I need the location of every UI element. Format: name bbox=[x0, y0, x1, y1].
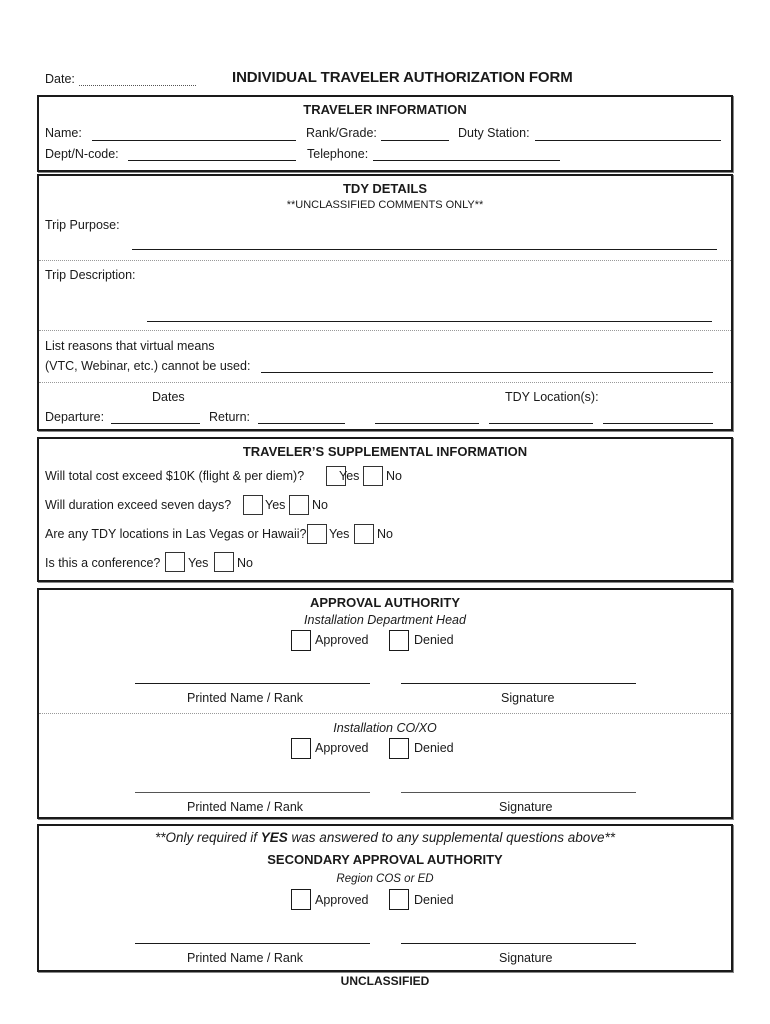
co-xo-approved-checkbox[interactable] bbox=[291, 738, 311, 759]
rank-grade-field[interactable] bbox=[381, 140, 449, 141]
approver-role: Installation Department Head bbox=[304, 613, 466, 627]
question-conference-yes-checkbox[interactable] bbox=[165, 552, 185, 572]
return-field[interactable] bbox=[258, 423, 345, 424]
no-label: No bbox=[377, 527, 393, 541]
question-duration-text: Will duration exceed seven days? bbox=[45, 498, 232, 512]
divider bbox=[39, 713, 731, 714]
secondary-signature-field[interactable] bbox=[401, 943, 636, 944]
departure-label: Departure: bbox=[45, 410, 105, 424]
denied-label: Denied bbox=[414, 893, 454, 907]
dept-head-printed-name-field[interactable] bbox=[135, 683, 370, 684]
co-xo-denied-checkbox[interactable] bbox=[389, 738, 409, 759]
secondary-approved-checkbox[interactable] bbox=[291, 889, 311, 910]
return-label: Return: bbox=[209, 410, 250, 424]
supplemental-information-section bbox=[37, 437, 733, 582]
question-location-no-checkbox[interactable] bbox=[354, 524, 374, 544]
virtual-reasons-label-line1: List reasons that virtual means bbox=[45, 339, 215, 353]
date-label: Date: bbox=[45, 72, 75, 86]
secondary-approval-note bbox=[39, 830, 731, 845]
signature-label: Signature bbox=[499, 800, 553, 814]
telephone-label: Telephone: bbox=[307, 147, 369, 161]
denied-label: Denied bbox=[414, 633, 454, 647]
secondary-printed-name-field[interactable] bbox=[135, 943, 370, 944]
dept-ncode-label: Dept/N-code: bbox=[45, 147, 119, 161]
tdy-locations-label: TDY Location(s): bbox=[505, 390, 599, 404]
rank-grade-label: Rank/Grade: bbox=[306, 126, 377, 140]
telephone-field[interactable] bbox=[373, 160, 560, 161]
no-label: No bbox=[237, 556, 253, 570]
trip-purpose-label: Trip Purpose: bbox=[45, 218, 120, 232]
note-prefix: **Only required if bbox=[154, 830, 261, 845]
divider bbox=[39, 260, 731, 261]
printed-name-label: Printed Name / Rank bbox=[187, 800, 304, 814]
approved-label: Approved bbox=[315, 741, 369, 755]
secondary-approval-heading: SECONDARY APPROVAL AUTHORITY bbox=[267, 852, 503, 867]
question-duration-no-checkbox[interactable] bbox=[289, 495, 309, 515]
classification-footer: UNCLASSIFIED bbox=[340, 974, 430, 988]
approved-label: Approved bbox=[315, 893, 369, 907]
dept-head-approved-checkbox[interactable] bbox=[291, 630, 311, 651]
approval-authority-heading: APPROVAL AUTHORITY bbox=[310, 595, 460, 610]
secondary-denied-checkbox[interactable] bbox=[389, 889, 409, 910]
question-location-yes-checkbox[interactable] bbox=[307, 524, 327, 544]
question-cost-no-checkbox[interactable] bbox=[363, 466, 383, 486]
signature-label: Signature bbox=[501, 691, 555, 705]
yes-label: Yes bbox=[188, 556, 209, 570]
divider bbox=[39, 382, 731, 383]
dates-label: Dates bbox=[152, 390, 185, 404]
yes-label: Yes bbox=[329, 527, 350, 541]
virtual-reasons-label-line2: (VTC, Webinar, etc.) cannot be used: bbox=[45, 359, 251, 373]
signature-label: Signature bbox=[499, 951, 553, 965]
departure-field[interactable] bbox=[111, 423, 200, 424]
no-label: No bbox=[386, 469, 402, 483]
co-xo-signature-field[interactable] bbox=[401, 792, 636, 793]
secondary-approval-section bbox=[37, 824, 733, 972]
virtual-reasons-field[interactable] bbox=[261, 372, 713, 373]
approved-label: Approved bbox=[315, 633, 369, 647]
question-location-text: Are any TDY locations in Las Vegas or Hawaii? bbox=[45, 527, 307, 541]
tdy-details-heading: TDY DETAILS bbox=[342, 181, 428, 196]
question-cost-text: Will total cost exceed $10K (flight & per diem)? bbox=[45, 469, 305, 483]
printed-name-label: Printed Name / Rank bbox=[187, 691, 304, 705]
note-suffix: was answered to any supplemental questions above** bbox=[287, 830, 616, 845]
duty-station-label: Duty Station: bbox=[458, 126, 530, 140]
trip-description-field[interactable] bbox=[147, 321, 712, 322]
no-label: No bbox=[312, 498, 328, 512]
supplemental-heading: TRAVELER’S SUPPLEMENTAL INFORMATION bbox=[242, 444, 528, 459]
question-conference-no-checkbox[interactable] bbox=[214, 552, 234, 572]
tdy-location-field-1[interactable] bbox=[375, 423, 479, 424]
tdy-location-field-2[interactable] bbox=[489, 423, 593, 424]
co-xo-printed-name-field[interactable] bbox=[135, 792, 370, 793]
divider bbox=[39, 330, 731, 331]
approval-authority-section bbox=[37, 588, 733, 819]
traveler-information-section bbox=[37, 95, 733, 172]
name-label: Name: bbox=[45, 126, 82, 140]
form-title: INDIVIDUAL TRAVELER AUTHORIZATION FORM bbox=[232, 69, 573, 86]
denied-label: Denied bbox=[414, 741, 454, 755]
dept-head-signature-field[interactable] bbox=[401, 683, 636, 684]
trip-purpose-field[interactable] bbox=[132, 249, 717, 250]
note-emphasis: YES bbox=[260, 830, 288, 845]
dept-ncode-field[interactable] bbox=[128, 160, 296, 161]
yes-label: Yes bbox=[265, 498, 286, 512]
date-field[interactable] bbox=[79, 85, 196, 86]
tdy-details-section bbox=[37, 174, 733, 431]
name-field[interactable] bbox=[92, 140, 296, 141]
unclassified-comments-note: **UNCLASSIFIED COMMENTS ONLY** bbox=[286, 199, 484, 211]
question-duration-yes-checkbox[interactable] bbox=[243, 495, 263, 515]
yes-label: Yes bbox=[339, 469, 360, 483]
approver-role: Installation CO/XO bbox=[333, 721, 437, 735]
duty-station-field[interactable] bbox=[535, 140, 721, 141]
trip-description-label: Trip Description: bbox=[45, 268, 136, 282]
printed-name-label: Printed Name / Rank bbox=[187, 951, 304, 965]
tdy-location-field-3[interactable] bbox=[603, 423, 713, 424]
traveler-information-heading: TRAVELER INFORMATION bbox=[303, 102, 467, 117]
dept-head-denied-checkbox[interactable] bbox=[389, 630, 409, 651]
secondary-approver-role: Region COS or ED bbox=[336, 873, 434, 885]
question-conference-text: Is this a conference? bbox=[45, 556, 161, 570]
